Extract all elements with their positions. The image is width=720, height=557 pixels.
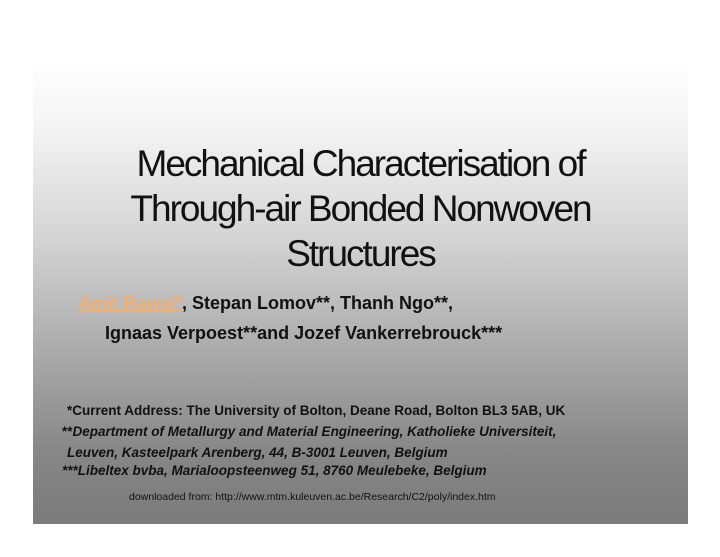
- source-footer: downloaded from: http://www.mtm.kuleuven.ac.be/Research/C2/poly/index.htm: [129, 491, 496, 503]
- affiliation-kuleuven: [62, 424, 556, 439]
- slide: [33, 57, 688, 524]
- title-line-1: Mechanical Characterisation of: [136, 143, 585, 184]
- affiliation-kuleuven-text: Department of Metallurgy and Material Engineering, Katholieke Universiteit,: [72, 424, 557, 439]
- authors-line-1: [78, 293, 453, 314]
- title-line-2: Through-air Bonded Nonwoven: [130, 188, 591, 229]
- authors-line-1-rest: , Stepan Lomov**, Thanh Ngo**,: [182, 293, 454, 313]
- title-line-3: Structures: [286, 233, 435, 274]
- lead-author-link[interactable]: Amit Rawal*: [78, 293, 183, 313]
- affiliation-libeltex: [62, 463, 487, 478]
- slide-title: [33, 141, 688, 276]
- affiliation-libeltex-text: ***Libeltex bvba, Marialoopsteenweg 51, 8760 Meulebeke, Belgium: [62, 463, 487, 478]
- affiliation-mark: **: [62, 424, 73, 439]
- affiliation-current-address: *Current Address: The University of Bolton, Deane Road, Bolton BL3 5AB, UK: [67, 403, 566, 418]
- affiliation-kuleuven-address-text: Leuven, Kasteelpark Arenberg, 44, B-3001 Leuven, Belgium: [67, 445, 448, 460]
- affiliation-kuleuven-address: [67, 445, 448, 460]
- authors-line-2: Ignaas Verpoest**and Jozef Vankerrebrouck***: [105, 323, 503, 343]
